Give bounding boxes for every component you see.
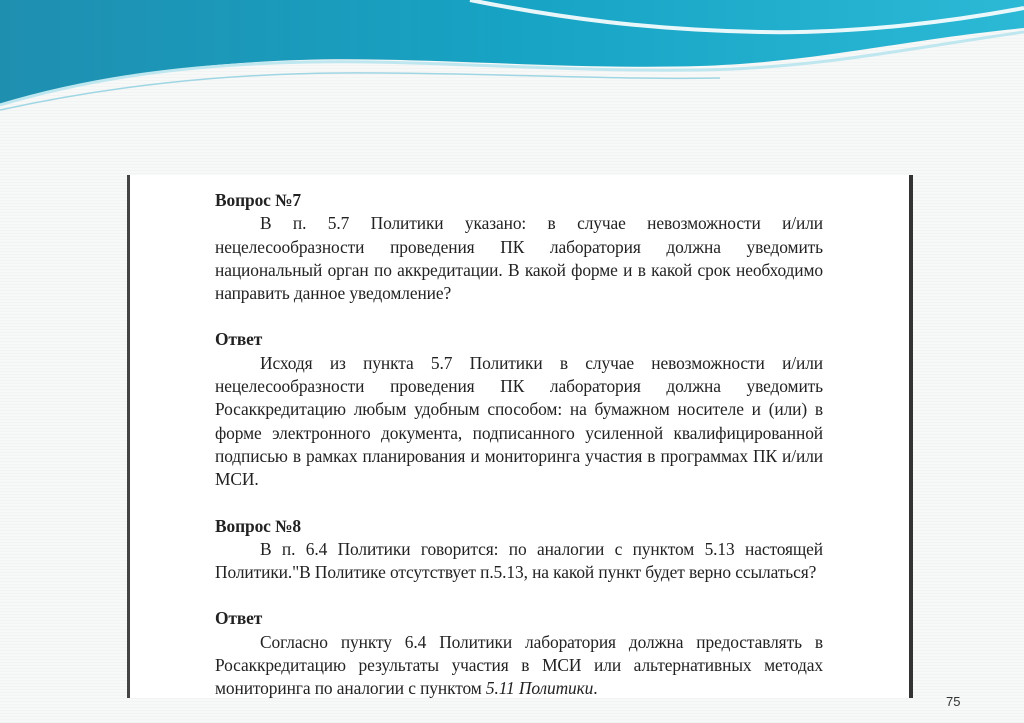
document-scan <box>127 175 913 698</box>
question-7-title: Вопрос №7 <box>215 190 302 210</box>
answer-8-text <box>215 631 823 701</box>
page-number: 75 <box>946 694 961 709</box>
answer-7-text: Исходя из пункта 5.7 Политики в случае невозможности и/или нецелесообразности проведения ПК лаборатория должна уведомить Росаккредитацию любым удобным способом: на бумажном носителе и (или) в форме электронного документа, подписанного усиленной квалифицированной подписью в рамках планирования и мониторинга участия в программах ПК и/или МСИ. <box>215 352 823 490</box>
question-7-text: В п. 5.7 Политики указано: в случае невозможности и/или нецелесообразности проведения ПК лаборатория должна уведомить национальный орган по аккредитации. В какой форме и в какой срок необходимо направить данное уведомление? <box>215 213 823 304</box>
answer-8-title: Ответ <box>215 608 263 629</box>
header-wave-decoration <box>0 0 1024 115</box>
document-content <box>215 189 823 701</box>
answer-8-text-main: Согласно пункту 6.4 Политики лаборатория должна предоставлять в Росаккредитацию результаты участия в МСИ или альтернативных методах мониторинга по аналогии с пунктом <box>215 631 823 699</box>
answer-8-text-italic: 5.11 Политики <box>485 678 594 699</box>
answer-7-title: Ответ <box>215 329 263 350</box>
question-8-title: Вопрос №8 <box>215 515 302 536</box>
question-8-text: В п. 6.4 Политики говорится: по аналогии с пунктом 5.13 настоящей Политики."В Политике отсутствует п.5.13, на какой пункт будет верно ссылаться? <box>215 538 823 583</box>
answer-8-text-end: . <box>593 678 598 699</box>
